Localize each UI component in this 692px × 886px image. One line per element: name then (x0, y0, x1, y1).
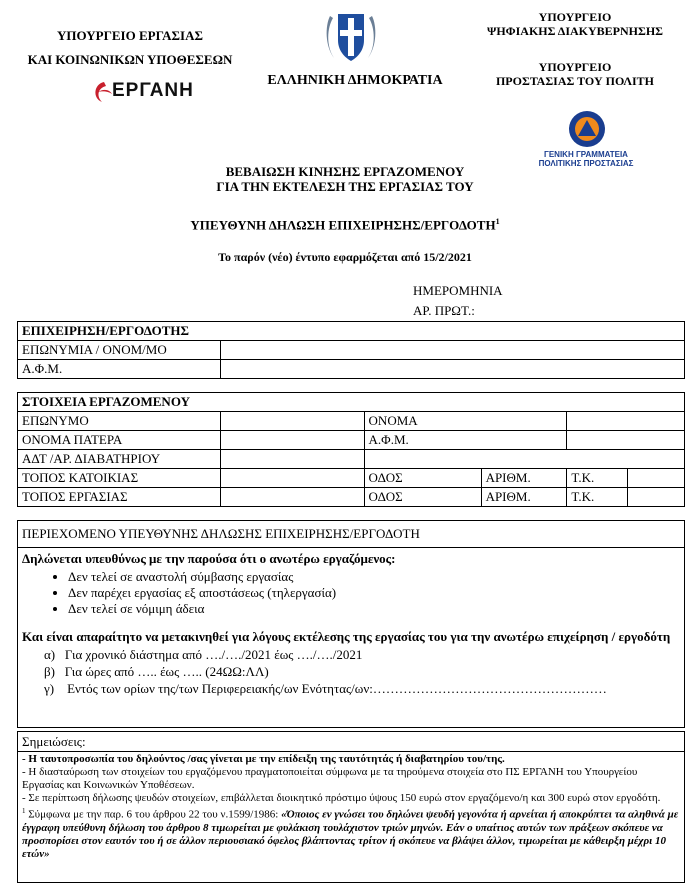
ministry-labour-line2: ΚΑΙ ΚΟΙΝΩΝΙΚΩΝ ΥΠΟΘΕΣΕΩΝ (27, 52, 233, 67)
employer-name-label: ΕΠΩΝΥΜΙΑ / ΟΝΟΜ/ΜΟ (18, 341, 221, 360)
protocol-label: ΑΡ. ΠΡΩΤ.: (413, 303, 475, 318)
declaration-box (17, 520, 685, 728)
father-name-label: ΟΝΟΜΑ ΠΑΤΕΡΑ (18, 431, 221, 450)
id-field[interactable] (220, 450, 364, 469)
work-field[interactable] (220, 488, 364, 507)
note-identity: - Η ταυτοπροσωπία του δηλούντος /σας γίνεται με την επίδειξη της ταυτότητάς ή διαβατηρίου του/της. (22, 753, 505, 765)
ergani-logo (90, 78, 194, 106)
option-mark: γ) (44, 681, 55, 696)
work-tk-label: Τ.Κ. (567, 488, 627, 507)
employer-heading: ΕΠΙΧΕΙΡΗΣΗ/ΕΡΓΟΔΟΤΗΣ (18, 322, 685, 341)
employee-table (17, 392, 685, 507)
declaration-bullets (22, 569, 680, 617)
title-line2: ΓΙΑ ΤΗΝ ΕΚΤΕΛΕΣΗ ΤΗΣ ΕΡΓΑΣΙΑΣ ΤΟΥ (216, 179, 474, 194)
residence-tk-label: Τ.Κ. (567, 469, 627, 488)
work-label: ΤΟΠΟΣ ΕΡΓΑΣΙΑΣ (18, 488, 221, 507)
work-street-label: ΟΔΟΣ (364, 488, 481, 507)
surname-field[interactable] (220, 412, 364, 431)
civil-protection-logo (556, 110, 618, 148)
surname-label: ΕΠΩΝΥΜΟ (18, 412, 221, 431)
first-name-field[interactable] (567, 412, 685, 431)
civil-protection-line1: ΓΕΝΙΚΗ ΓΡΑΜΜΑΤΕΙΑ (544, 150, 628, 159)
option-b-text: Για ώρες από ….. έως ….. (24ΩΩ:ΛΛ) (64, 664, 269, 679)
ergani-logo-text: ΕΡΓΑΝΗ (112, 80, 194, 101)
employee-heading: ΣΤΟΙΧΕΙΑ ΕΡΓΑΖΟΜΕΝΟΥ (18, 393, 685, 412)
civil-protection-icon (556, 110, 618, 148)
ministry-citizen-line1: ΥΠΟΥΡΓΕΙΟ (538, 60, 612, 74)
residence-label: ΤΟΠΟΣ ΚΑΤΟΙΚΙΑΣ (18, 469, 221, 488)
footnote-mark: 1 (22, 807, 26, 815)
notes-label: Σημειώσεις: (18, 732, 684, 752)
ministry-citizen-line2: ΠΡΟΣΤΑΣΙΑΣ ΤΟΥ ΠΟΛΙΤΗ (495, 74, 655, 88)
note-penalty: - Σε περίπτωση δήλωσης ψευδών στοιχείων, επιβάλλεται διοικητικό πρόστιμο ύψους 150 ευρώ στον εργαζόμενο/η και 300 ευρώ στον εργοδότη. (22, 792, 661, 804)
id-label: ΑΔΤ /ΑΡ. ΔΙΑΒΑΤΗΡΙΟΥ (18, 450, 221, 469)
footnote-law-quote: «Όποιος εν γνώσει του δηλώνει ψευδή γεγονότα ή αρνείται ή αποκρύπτει τα αληθινά με έγγραφη υπεύθυνη δήλωση του άρθρου 8 τιμωρείται με φυλάκιση τουλάχιστον τριών μηνών. Εάν ο υπαίτιος αυτών των πράξεων σκόπευε να προσπορίσει στον εαυτόν του ή σε άλλον περιουσιακό όφελος βλάπτοντας τρίτον ή σκόπευε να βλάψει άλλον, τιμωρείται με κάθειρξη μέχρι 10 ετών» (22, 808, 679, 860)
residence-field[interactable] (220, 469, 364, 488)
declaration-necessary: Και είναι απαραίτητο να μετακινηθεί για λόγους εκτέλεσης της εργασίας του για την ανωτέρω επιχείρηση / εργοδότη (22, 629, 671, 644)
option-c[interactable] (44, 680, 680, 697)
father-name-field[interactable] (220, 431, 364, 450)
bullet-item: • Δεν παρέχει εργασίας εξ αποστάσεως (τηλεργασία) (68, 585, 680, 601)
residence-number-label: ΑΡΙΘΜ. (481, 469, 567, 488)
option-a-text: Για χρονικό διάστημα από …./…./2021 έως …./…./2021 (64, 647, 363, 662)
id-empty-cell (364, 450, 684, 469)
employee-afm-label: Α.Φ.Μ. (364, 431, 567, 450)
work-tk-field[interactable] (627, 488, 684, 507)
bullet-item: • Δεν τελεί σε νόμιμη άδεια (68, 601, 680, 617)
declaration-heading: ΠΕΡΙΕΧΟΜΕΝΟ ΥΠΕΥΘΥΝΗΣ ΔΗΛΩΣΗΣ ΕΠΙΧΕΙΡΗΣΗΣ/ΕΡΓΟΔΟΤΗ (18, 521, 684, 548)
title-line1: ΒΕΒΑΙΩΣΗ ΚΙΝΗΣΗΣ ΕΡΓΑΖΟΜΕΝΟΥ (225, 164, 465, 179)
employer-name-field[interactable] (221, 341, 685, 360)
title-declaration: ΥΠΕΥΘΥΝΗ ΔΗΛΩΣΗ ΕΠΙΧΕΙΡΗΣΗΣ/ΕΡΓΟΔΟΤΗ (190, 217, 496, 233)
greek-coat-of-arms (322, 6, 380, 66)
employer-table (17, 321, 685, 379)
coat-of-arms-icon (322, 6, 380, 66)
ministry-digital-line2: ΨΗΦΙΑΚΗΣ ΔΙΑΚΥΒΕΡΝΗΣΗΣ (486, 24, 664, 38)
employee-afm-field[interactable] (567, 431, 685, 450)
residence-tk-field[interactable] (627, 469, 684, 488)
option-mark: β) (44, 664, 55, 679)
ministry-labour-line1: ΥΠΟΥΡΓΕΙΟ ΕΡΓΑΣΙΑΣ (57, 28, 203, 43)
date-label: ΗΜΕΡΟΜΗΝΙΑ (413, 283, 503, 298)
footnote-law-text: Σύμφωνα με την παρ. 6 του άρθρου 22 του ν.1599/1986: (25, 808, 282, 821)
first-name-label: ΟΝΟΜΑ (364, 412, 567, 431)
residence-street-label: ΟΔΟΣ (364, 469, 481, 488)
hellenic-republic: ΕΛΛΗΝΙΚΗ ΔΗΜΟΚΡΑΤΙΑ (267, 73, 443, 88)
employer-afm-field[interactable] (221, 360, 685, 379)
employer-afm-label: Α.Φ.Μ. (18, 360, 221, 379)
civil-protection-line2: ΠΟΛΙΤΙΚΗΣ ΠΡΟΣΤΑΣΙΑΣ (538, 159, 634, 168)
bullet-item: • Δεν τελεί σε αναστολή σύμβασης εργασίας (68, 569, 680, 585)
work-number-label: ΑΡΙΘΜ. (481, 488, 567, 507)
notes-box (17, 731, 685, 883)
option-mark: α) (44, 647, 56, 662)
footnote-ref: 1 (495, 217, 500, 226)
applies-from-text: Το παρόν (νέο) έντυπο εφαρμόζεται από 15/2/2021 (218, 250, 472, 264)
option-a[interactable] (44, 646, 680, 663)
declaration-intro: Δηλώνεται υπευθύνως με την παρούσα ότι ο ανωτέρω εργαζόμενος: (22, 551, 396, 566)
option-b[interactable] (44, 663, 680, 680)
note-verification: - Η διασταύρωση των στοιχείων του εργαζόμενου πραγματοποιείται σύμφωνα με τα τηρούμενα στοιχεία στο ΠΣ ΕΡΓΑΝΗ του Υπουργείου Εργασίας και Κοινωνικών Υποθέσεων. (22, 766, 638, 791)
option-c-text: Εντός των ορίων της/των Περιφερειακής/ων Ενότητας/ων:……………………………………………… (67, 681, 607, 696)
ministry-digital-line1: ΥΠΟΥΡΓΕΙΟ (538, 10, 612, 24)
